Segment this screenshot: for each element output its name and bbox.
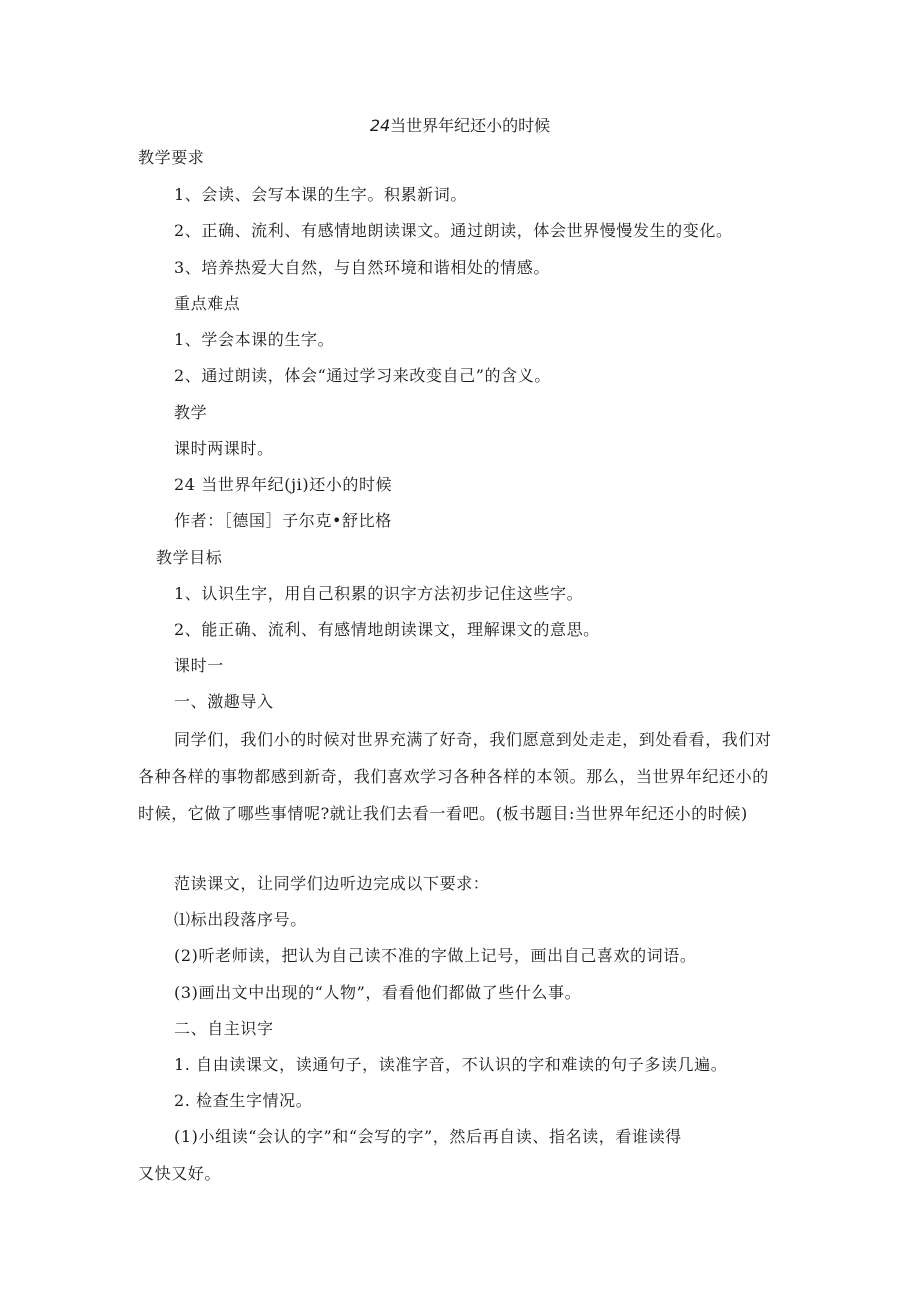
document-title [0, 116, 920, 136]
step-1-heading: 一、激趣导入 [174, 692, 274, 711]
lesson-title: 24 当世界年纪(ji)还小的时候 [174, 475, 393, 494]
period-count: 课时两课时。 [174, 439, 274, 458]
task-2: (2)听老师读，把认为自己读不准的字做上记号，画出自己喜欢的词语。 [174, 946, 697, 965]
keypoint-1: 1、学会本课的生字。 [174, 330, 335, 349]
period-one-heading: 课时一 [174, 656, 224, 675]
task-1: ⑴标出段落序号。 [174, 910, 307, 929]
title-text: 当世界年纪还小的时候 [390, 116, 551, 135]
section-heading-requirements: 教学要求 [138, 148, 205, 167]
requirement-1: 1、会读、会写本课的生字。积累新词。 [174, 185, 467, 204]
goal-2: 2、能正确、流利、有感情地朗读课文，理解课文的意思。 [174, 620, 600, 639]
step-2-sub-item-1: (1)小组读“会认的字”和“会写的字”，然后再自读、指名读，看谁读得 [174, 1127, 682, 1146]
goal-1: 1、认识生字，用自己积累的识字方法初步记住这些字。 [174, 584, 584, 603]
model-reading-instruction: 范读课文，让同学们边听边完成以下要求： [174, 874, 490, 893]
step-2-item-1: 1. 自由读课文，读通句子，读准字音，不认识的字和难读的句子多读几遍。 [174, 1055, 728, 1074]
step-2-heading: 二、自主识字 [174, 1019, 274, 1038]
task-3: (3)画出文中出现的“人物”，看看他们都做了些什么事。 [174, 983, 582, 1002]
title-number: 24 [369, 116, 391, 135]
keypoint-2: 2、通过朗读，体会“通过学习来改变自己”的含义。 [174, 366, 551, 385]
intro-paragraph: 同学们，我们小的时候对世界充满了好奇，我们愿意到处走走，到处看看，我们对各种各样的事物都感到新奇，我们喜欢学习各种各样的本领。那么，当世界年纪还小的时候，它做了哪些事情呢?就让我们去看一看吧。(板书题目:当世界年纪还小的时候) [138, 730, 772, 823]
requirement-2: 2、正确、流利、有感情地朗读课文。通过朗读，体会世界慢慢发生的变化。 [174, 221, 733, 240]
step-2-sub-item-1-continued: 又快又好。 [138, 1164, 222, 1183]
section-heading-teaching: 教学 [174, 403, 208, 422]
requirement-3: 3、培养热爱大自然，与自然环境和谐相处的情感。 [174, 258, 550, 277]
author-line: 作者：［德国］子尔克•舒比格 [174, 511, 392, 530]
step-2-item-2: 2. 检查生字情况。 [174, 1091, 313, 1110]
section-heading-keypoints: 重点难点 [174, 294, 241, 313]
section-heading-goals: 教学目标 [156, 548, 223, 567]
